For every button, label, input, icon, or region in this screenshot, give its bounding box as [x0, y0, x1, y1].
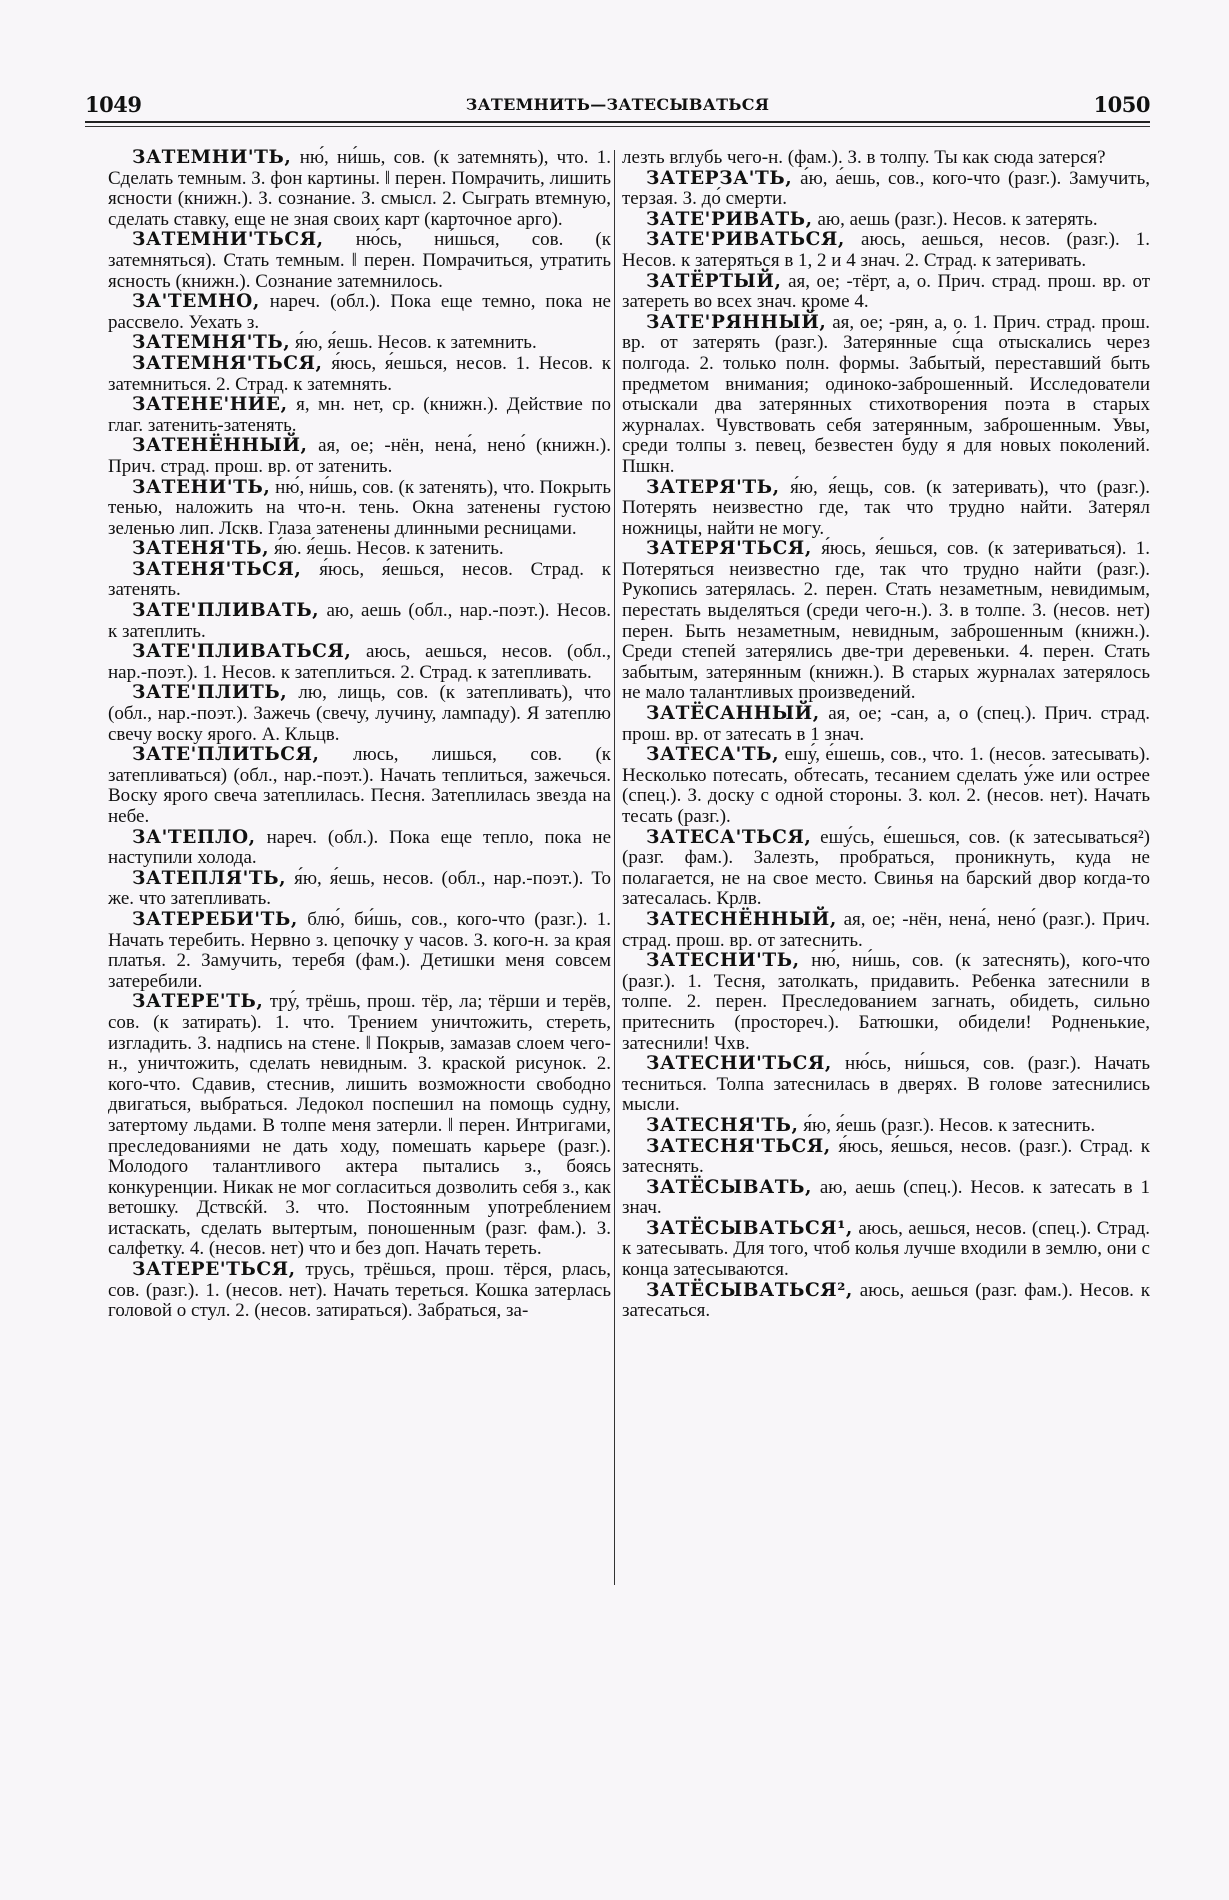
entry-headword: ЗАТЕНЯ'ТЬ,	[132, 538, 270, 560]
entry-definition: ая, ое; -рян, а, о. 1. Прич. страд. прош. вр. от затерять (разг.). Затерянные с́ща отыскались через полгода. 2. только полн. формы. Забытый, переставший быть предметом внимания; одиноко-заброшенный. Исследователи отыскали два затерянных стихотворения поэта в старых журналах. Чувствовать себя затерянным, заброшенным. Увы, среди толпы з. певец, безвестен буду я для новых поколений. Пшкн.	[622, 311, 1150, 477]
header-rule-bottom	[85, 126, 1150, 127]
entry-definition: я́ю, я́ешь, несов. (обл., нар.-поэт.). То же. что затепливать.	[108, 867, 612, 910]
dictionary-entry	[622, 272, 1150, 313]
page-number-right: 1050	[1093, 92, 1150, 117]
entry-headword: ЗАТЕНЁННЫЙ,	[132, 435, 308, 457]
dictionary-entry	[108, 354, 611, 395]
entry-headword: ЗАТЕРЕ'ТЬ,	[132, 991, 264, 1013]
entry-definition: блю́, би́шь, сов., кого-что (разг.). 1. Начать теребить. Нервно з. цепочку у часов. З. кого-н. за края платья. 2. Замучить, теребя (фам.). Детишки меня совсем затеребили.	[108, 908, 612, 992]
dictionary-entry	[108, 992, 611, 1260]
entry-definition: ню́, ни́шь, сов. (к затенять), что. Покрыть тенью, наложить на что-н. тень. Окна затенены густою зеленью лип. Лскв. Глаза затенены длинными ресницами.	[108, 476, 612, 539]
entry-headword: ЗАТЕ'РЯННЫЙ,	[646, 311, 827, 333]
entry-definition: трусь, трёшься, прош. тёрся, рлась, сов. (разг.). 1. (несов. нет). Начать тереться. Кошка затерлась головой о стул. 2. (несов. затираться). Забраться, за-	[108, 1259, 612, 1322]
entry-definition: ню́сь, ни́шься, сов. (разг.). Начать тесниться. Толпа затеснилась в дверях. В голове затеснились мысли.	[622, 1053, 1150, 1116]
entry-headword: ЗАТЕРЕ'ТЬСЯ,	[132, 1259, 296, 1281]
entry-definition: аю, аешь (разг.). Несов. к затерять.	[817, 208, 1098, 230]
entry-headword: ЗАТЕРЯ'ТЬ,	[646, 476, 780, 498]
dictionary-entry	[108, 869, 611, 910]
dictionary-entry	[108, 478, 611, 540]
dictionary-entry	[108, 436, 611, 477]
dictionary-entry	[622, 539, 1150, 704]
dictionary-entry	[622, 745, 1150, 827]
entry-definition: люсь, лишься, сов. (к затепливаться) (обл., нар.-поэт.). Начать теплиться, зажечься. Воску ярого свеча затеплилась. Песня. Затеплилась звезда на небе.	[108, 744, 612, 827]
entry-definition: аю, аешь (спец.). Несов. к затесать в 1 знач.	[622, 1176, 1150, 1219]
dictionary-entry	[622, 230, 1150, 271]
entry-definition: я, мн. нет, ср. (книжн.). Действие по глаг. затенить-затенять.	[108, 394, 611, 436]
page-number-left: 1049	[85, 92, 142, 117]
entry-definition: ая, ое; -нён, нена́, нено́ (разг.). Прич. страд. прош. вр. от затеснить.	[622, 908, 1151, 951]
entry-headword: ЗА'ТЕПЛО,	[132, 826, 256, 848]
dictionary-entry	[622, 1281, 1150, 1322]
entry-headword: ЗАТЕМНИ'ТЬ,	[132, 147, 292, 168]
entry-definition: я́ю, я́ешь. Несов. к затемнить.	[295, 332, 537, 354]
dictionary-entry	[622, 148, 1150, 169]
entry-definition: аюсь, аешься (разг. фам.). Несов. к затесаться.	[622, 1279, 1150, 1322]
entry-headword: ЗАТЁСЫВАТЬСЯ¹,	[646, 1217, 853, 1239]
left-column	[108, 148, 611, 1322]
entry-definition: лезть вглубь чего-н. (фам.). З. в толпу. Ты как сюда затерся?	[622, 147, 1106, 168]
entry-definition: лю, лищь, сов. (к затепливать), что (обл., нар.-поэт.). Зажечь (свечу, лучину, лампаду). Я затеплю свечу воску ярого. А. Кльцв.	[108, 682, 612, 745]
entry-headword: ЗАТЕСНИ'ТЬСЯ,	[646, 1053, 832, 1075]
entry-definition: ню́, ни́шь, сов. (к затемнять), что. 1. Сделать темным. З. фон картины. ‖ перен. Помрачить, лишить ясности (книжн.). З. сознание. З. смысл. 2. Сыграть втемную, сделать ставку, еще не зная своих карт (карточное арго).	[108, 147, 612, 230]
entry-headword: ЗАТЕСНИ'ТЬ,	[646, 950, 800, 972]
right-column	[622, 148, 1150, 1322]
dictionary-entry	[108, 910, 611, 992]
entry-definition: ню́, ни́шь, сов. (к затеснять), кого-что (разг.). 1. Тесня, затолкать, придавить. Ребенка затеснили в толпе. 2. перен. Преследованием загнать, обидеть, сильно притеснить (простореч.). Батюшки, обидели! Родненькие, затеснили! Чхв.	[622, 950, 1150, 1054]
entry-definition: нареч. (обл.). Пока еще тепло, пока не наступили холода.	[108, 826, 612, 869]
dictionary-entry	[622, 1219, 1150, 1281]
entry-definition: я́ю, я́ещь, сов. (к затеривать), что (разг.). Потерять неизвестно где, так что трудно найти. Затерял ножницы, найти не могу.	[622, 476, 1151, 539]
dictionary-entry	[108, 539, 611, 560]
entry-definition: ешу́сь, е́шешься, сов. (к затесываться²) (разг. фам.). Залезть, пробраться, проникнуть, куда не полагается, не на свое место. Свинья на барский двор когда-то затесалась. Крлв.	[622, 826, 1150, 910]
entry-definition: я́ю, я́ешь (разг.). Несов. к затеснить.	[803, 1114, 1096, 1136]
entry-definition: аюсь, аешься, несов. (спец.). Страд. к затесывать. Для того, чтоб колья лучше входили в землю, они с конца затесываются.	[622, 1217, 1151, 1281]
entry-definition: я́ю. я́ешь. Несов. к затенить.	[273, 538, 504, 560]
dictionary-entry	[108, 1260, 611, 1322]
entry-headword: ЗАТЕРЗА'ТЬ,	[646, 167, 793, 189]
dictionary-entry	[108, 560, 611, 601]
dictionary-entry	[622, 210, 1150, 231]
dictionary-entry	[108, 395, 611, 436]
dictionary-entry	[108, 601, 611, 642]
entry-definition: я́юсь, я́ешься, несов. 1. Несов. к затемниться. 2. Страд. к затемнять.	[108, 352, 612, 395]
dictionary-entry	[108, 745, 611, 827]
entry-headword: ЗАТЕСНЁННЫЙ,	[646, 908, 837, 930]
entry-definition: ешу́, е́шешь, сов., что. 1. (несов. затесывать). Несколько потесать, обтесать, тесанием сделать у́же или острее (спец.). З. доску с одной стороны. З. кол. 2. (несов. нет). Начать тесать (разг.).	[622, 744, 1150, 827]
entry-definition: нареч. (обл.). Пока еще темно, пока не рассвело. Уехать з.	[108, 291, 611, 333]
entry-headword: ЗАТЕ'РИВАТЬ,	[646, 208, 813, 230]
dictionary-entry	[622, 1054, 1150, 1116]
entry-headword: ЗАТЕ'ПЛИВАТЬСЯ,	[132, 641, 352, 663]
dictionary-entry	[622, 828, 1150, 910]
dictionary-entry	[108, 230, 611, 292]
entry-headword: ЗАТЕ'ПЛИВАТЬ,	[132, 600, 320, 622]
entry-headword: ЗАТЕМНЯ'ТЬ,	[132, 332, 291, 354]
entry-definition: ню́сь, ни́шься, сов. (к затемняться). Стать темным. ‖ перен. Помрачиться, утратить ясность (книжн.). Сознание затемнилось.	[108, 229, 611, 292]
entry-headword: ЗАТЁСАННЫЙ,	[646, 703, 820, 725]
entry-definition: аюсь, аешься, несов. (разг.). 1. Несов. к затеряться в 1, 2 и 4 знач. 2. Страд. к затеривать.	[622, 229, 1151, 271]
header-rule-top	[85, 121, 1150, 123]
entry-headword: ЗАТЕРЯ'ТЬСЯ,	[646, 538, 812, 560]
dictionary-entry	[108, 683, 611, 745]
entry-headword: ЗАТЕМНЯ'ТЬСЯ,	[132, 352, 323, 374]
entry-definition: ая, ое; -нён, нена́, нено́ (книжн.). Прич. страд. прош. вр. от затенить.	[108, 435, 612, 477]
dictionary-entry	[622, 1137, 1150, 1178]
entry-definition: ая, ое; -тёрт, а, о. Прич. страд. прош. вр. от затереть во всех знач. кроме 4.	[622, 270, 1151, 313]
entry-headword: ЗАТЕСНЯ'ТЬ,	[646, 1114, 799, 1136]
dictionary-entry	[108, 148, 611, 230]
page-header	[85, 92, 1150, 118]
entry-headword: ЗА'ТЕМНО,	[132, 291, 260, 313]
entry-definition: я́юсь, я́ешься, сов. (к затериваться). 1. Потеряться неизвестно где, так что трудно найти (разг.). Рукопись затерялась. 2. перен. Стать незаметным, невидимым, перестать выделяться (среди чего-н.). З. в толпе. 3. (несов. нет) перен. Быть незаметным, невидным, заброшенным (книжн.). Среди степей затерялись две-три деревеньки. 4. перен. Стать забытым, затерянным (книжн.). В старых журналах затерялось не мало талантливых произведений.	[622, 538, 1150, 704]
dictionary-entry	[108, 292, 611, 333]
running-head: ЗАТЕМНИТЬ—ЗАТЕСЫВАТЬСЯ	[465, 95, 770, 114]
entry-headword: ЗАТЁРТЫЙ,	[646, 270, 782, 292]
entry-headword: ЗАТЕНЯ'ТЬСЯ,	[132, 558, 302, 580]
dictionary-entry	[108, 828, 611, 869]
entry-headword: ЗАТЕНЕ'НИЕ,	[132, 394, 288, 416]
dictionary-entry	[108, 333, 611, 354]
dictionary-entry	[622, 478, 1150, 540]
entry-headword: ЗАТЕСА'ТЬ,	[646, 744, 780, 766]
entry-definition: я́юсь, я́ешься, несов. Страд. к затенять.	[108, 558, 611, 601]
dictionary-entry	[622, 313, 1150, 478]
entry-definition: а́ю, а́ешь, сов., кого-что (разг.). Замучить, терзая. З. до́ смерти.	[622, 167, 1150, 210]
entry-headword: ЗАТЁСЫВАТЬ,	[646, 1176, 813, 1198]
dictionary-entry	[622, 1116, 1150, 1137]
entry-headword: ЗАТЕСА'ТЬСЯ,	[646, 826, 812, 848]
entry-definition: я́юсь, я́ешься, несов. (разг.). Страд. к затеснять.	[622, 1135, 1150, 1178]
dictionary-entry	[622, 910, 1150, 951]
dictionary-entry	[622, 169, 1150, 210]
entry-headword: ЗАТЕСНЯ'ТЬСЯ,	[646, 1135, 831, 1157]
column-divider	[614, 150, 615, 1585]
entry-definition: аю, аешь (обл., нар.-поэт.). Несов. к затеплить.	[108, 600, 611, 642]
entry-headword: ЗАТЕПЛЯ'ТЬ,	[132, 867, 287, 889]
entry-headword: ЗАТЕНИ'ТЬ,	[132, 476, 271, 498]
dictionary-entry	[622, 1178, 1150, 1219]
entry-headword: ЗАТЕ'РИВАТЬСЯ,	[646, 229, 845, 251]
dictionary-entry	[622, 951, 1150, 1054]
entry-definition: аюсь, аешься, несов. (обл., нар.-поэт.). 1. Несов. к затеплиться. 2. Страд. к затепливать.	[108, 641, 611, 683]
entry-headword: ЗАТЕРЕБИ'ТЬ,	[132, 908, 298, 930]
entry-headword: ЗАТЁСЫВАТЬСЯ²,	[646, 1279, 853, 1301]
entry-headword: ЗАТЕ'ПЛИТЬСЯ,	[132, 744, 320, 766]
entry-definition: тру́, трёшь, прош. тёр, ла; тёрши и терёв, сов. (к затирать). 1. что. Трением уничтожить, стереть, изгладить. З. надпись на стене. ‖ Покрыв, замазав слоем чего-н., уничтожить, сделать невидным. З. краской рисунок. 2. кого-что. Сдавив, стеснив, лишить возможности свободно двигаться, выбраться. Ледокол поспешил на помощь судну, затертому льдами. В толпе меня затерли. ‖ перен. Интригами, преследованиями не дать ходу, помешать карьере (разг.). Молодого талантливого актера пытались з., боясь конкуренции. Никак не мог согласиться дозволить себя з., как ветошку. Дствсќй. 3. что. Постоянным употреблением истаскать, сделать вытертым, поношенным (разг. фам.). З. салфетку. 4. (несов. нет) что и без доп. Начать тереть.	[108, 991, 612, 1260]
entry-definition: ая, ое; -сан, а, о (спец.). Прич. страд. прош. вр. от затесать в 1 знач.	[622, 703, 1151, 745]
dictionary-entry	[622, 704, 1150, 745]
entry-headword: ЗАТЕМНИ'ТЬСЯ,	[132, 229, 324, 251]
dictionary-entry	[108, 642, 611, 683]
entry-headword: ЗАТЕ'ПЛИТЬ,	[132, 682, 288, 704]
